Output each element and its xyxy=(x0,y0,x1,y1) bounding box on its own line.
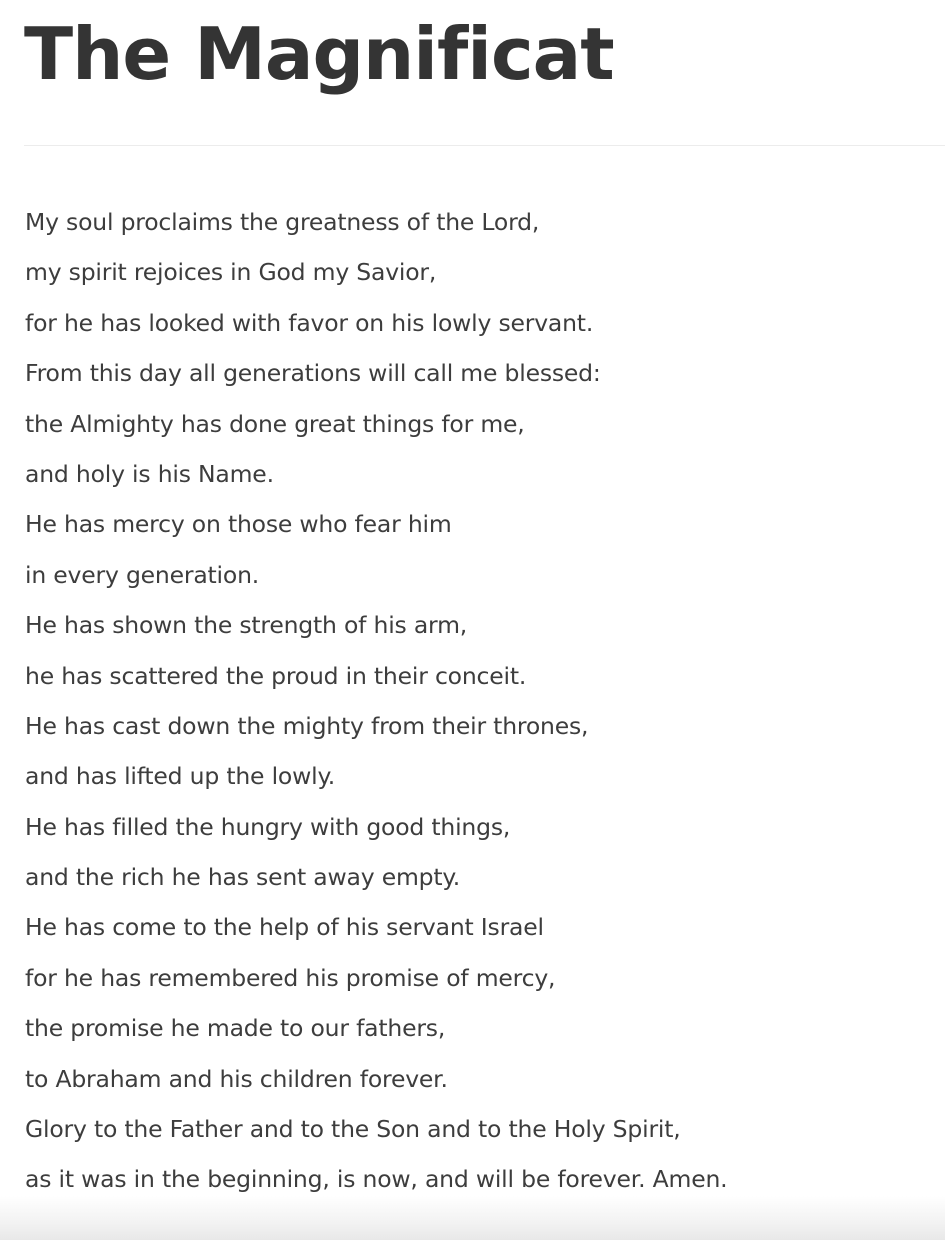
prayer-line: for he has looked with favor on his lowly servant. xyxy=(25,308,594,337)
prayer-line: He has come to the help of his servant Israel xyxy=(25,913,544,942)
page-title: The Magnificat xyxy=(24,12,614,96)
prayer-line: as it was in the beginning, is now, and will be forever. Amen. xyxy=(25,1165,728,1194)
prayer-line: and has lifted up the lowly. xyxy=(25,762,336,791)
prayer-line: He has shown the strength of his arm, xyxy=(25,611,468,640)
prayer-line: Glory to the Father and to the Son and to the Holy Spirit, xyxy=(25,1115,681,1144)
prayer-line: and the rich he has sent away empty. xyxy=(25,863,461,892)
title-divider xyxy=(24,145,945,146)
prayer-line: the promise he made to our fathers, xyxy=(25,1014,446,1043)
prayer-line: From this day all generations will call me blessed: xyxy=(25,359,601,388)
prayer-line: He has cast down the mighty from their thrones, xyxy=(25,711,589,740)
prayer-line: and holy is his Name. xyxy=(25,459,274,488)
prayer-line: He has mercy on those who fear him xyxy=(25,510,452,539)
prayer-line: He has filled the hungry with good things, xyxy=(25,812,511,841)
prayer-line: to Abraham and his children forever. xyxy=(25,1064,448,1093)
prayer-line: my spirit rejoices in God my Savior, xyxy=(25,258,437,287)
prayer-line: he has scattered the proud in their conceit. xyxy=(25,661,527,690)
prayer-text xyxy=(25,197,727,1205)
prayer-line: My soul proclaims the greatness of the Lord, xyxy=(25,208,540,236)
prayer-line: the Almighty has done great things for me, xyxy=(25,409,525,438)
prayer-line: for he has remembered his promise of mercy, xyxy=(25,963,556,992)
prayer-line: in every generation. xyxy=(25,560,260,589)
